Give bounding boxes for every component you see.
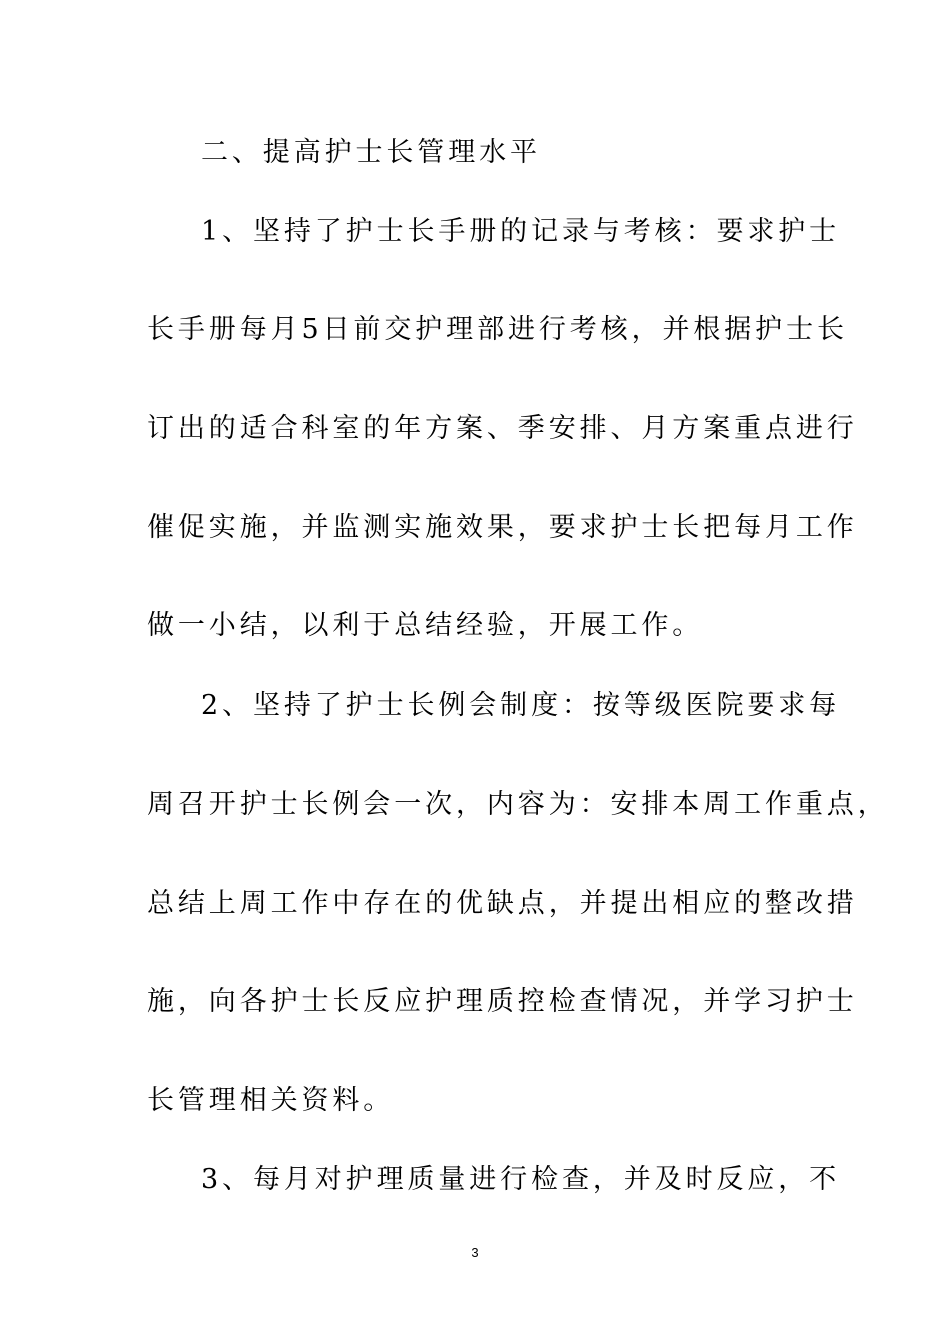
paragraph-1-line-3: 订出的适合科室的年方案、季安排、月方案重点进行: [147, 413, 858, 444]
paragraph-1-line-4: 催促实施，并监测实施效果，要求护士长把每月工作: [147, 512, 858, 543]
paragraph-2-line-1: 2、坚持了护士长例会制度：按等级医院要求每: [201, 690, 841, 721]
paragraph-2-line-5: 长管理相关资料。: [147, 1085, 395, 1116]
paragraph-2-line-4: 施，向各护士长反应护理质控检查情况，并学习护士: [147, 986, 858, 1017]
paragraph-2-line-2: 周召开护士长例会一次，内容为：安排本周工作重点，: [147, 789, 889, 820]
paragraph-2-line-3: 总结上周工作中存在的优缺点，并提出相应的整改措: [147, 888, 858, 919]
paragraph-3-line-1: 3、每月对护理质量进行检查，并及时反应，不: [201, 1164, 841, 1195]
paragraph-1-line-5: 做一小结，以利于总结经验，开展工作。: [147, 610, 704, 641]
page-number: 3: [471, 1245, 479, 1260]
paragraph-1-line-2: 长手册每月5日前交护理部进行考核，并根据护士长: [147, 314, 848, 345]
paragraph-1-line-1: 1、坚持了护士长手册的记录与考核：要求护士: [201, 216, 841, 247]
section-heading: 二、提高护士长管理水平: [201, 137, 541, 168]
